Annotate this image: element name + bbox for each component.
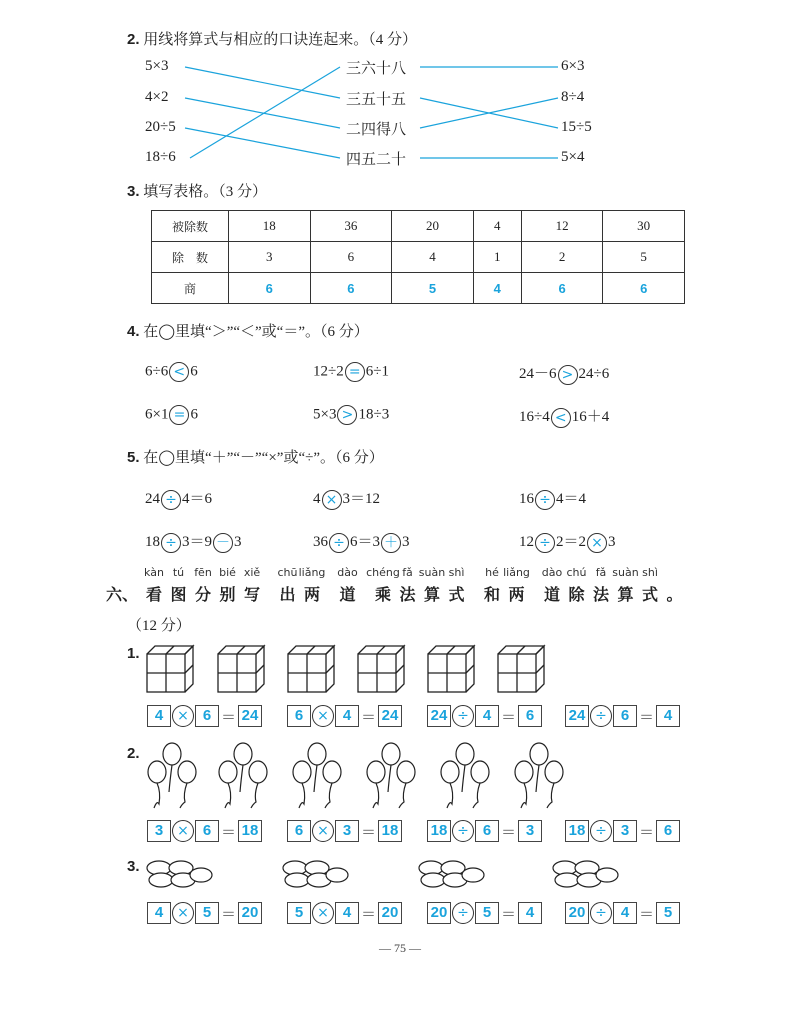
q3-title: 3. 填写表格。（3 分） bbox=[127, 183, 268, 200]
table-row-label: 商 bbox=[152, 273, 229, 304]
oval bbox=[421, 873, 445, 887]
compare-answer-circle: < bbox=[169, 362, 189, 382]
section6-pinyin-syllable: suàn bbox=[612, 566, 639, 579]
operator-answer-circle: ÷ bbox=[161, 533, 181, 553]
section6-title-char: 法 bbox=[399, 585, 416, 604]
equation-row bbox=[427, 902, 542, 924]
balloon-string bbox=[154, 783, 160, 808]
equation-operand-box: 5 bbox=[475, 902, 499, 924]
operator-answer-circle: ÷ bbox=[535, 490, 555, 510]
equation-operand-box: 6 bbox=[287, 820, 311, 842]
balloon bbox=[382, 743, 400, 765]
table-cell: 6 bbox=[310, 273, 392, 304]
expression-part: 4＝6 bbox=[182, 491, 213, 507]
q4-title: 4. 在◯里填“＞”“＜”或“＝”。（6 分） bbox=[127, 323, 369, 340]
balloon bbox=[219, 761, 237, 783]
section6-pinyin-syllable: liǎng bbox=[503, 566, 530, 579]
table-cell: 3 bbox=[229, 242, 311, 273]
equation-operand-box: 4 bbox=[613, 902, 637, 924]
equals-sign: ＝ bbox=[501, 709, 517, 726]
section6-pinyin-syllable: liǎng bbox=[298, 566, 326, 579]
balloon-string bbox=[325, 783, 332, 808]
balloon bbox=[397, 761, 415, 783]
equation-operand-box: 6 bbox=[613, 705, 637, 727]
operator-item bbox=[145, 487, 212, 510]
problem-number: 3. bbox=[127, 858, 140, 875]
section6-title-char: 出 bbox=[279, 585, 296, 604]
equation-operand-box: 4 bbox=[147, 705, 171, 727]
cube-line bbox=[307, 646, 315, 654]
table-cell: 2 bbox=[521, 242, 603, 273]
table-row bbox=[152, 242, 685, 273]
q2-middle-item: 三五十五 bbox=[346, 90, 407, 108]
balloon-string bbox=[399, 783, 406, 808]
cube-stack-icon bbox=[498, 646, 544, 692]
compare-left: 6÷6 bbox=[145, 363, 169, 380]
equation-operator-circle: × bbox=[312, 820, 334, 842]
equation-operator-circle: × bbox=[172, 902, 194, 924]
section6-title-char: 式 bbox=[642, 585, 659, 604]
section6-title-char: 写 bbox=[244, 585, 261, 604]
equals-sign: ＝ bbox=[221, 709, 237, 726]
expression-part: 36 bbox=[313, 534, 328, 550]
equation-operand-box: 5 bbox=[287, 902, 311, 924]
balloon-string bbox=[388, 765, 391, 792]
section6-title-char: 图 bbox=[170, 585, 187, 604]
equation-result-box: 4 bbox=[518, 902, 542, 924]
equation-operand-box: 18 bbox=[427, 820, 451, 842]
table-cell: 5 bbox=[603, 242, 685, 273]
compare-item bbox=[145, 405, 198, 425]
compare-answer-circle: < bbox=[551, 408, 571, 428]
equation-operator-circle: × bbox=[172, 820, 194, 842]
section6-title-char: 道 bbox=[339, 585, 356, 604]
operator-answer-circle: ÷ bbox=[161, 490, 181, 510]
cube-stack-icon bbox=[218, 646, 264, 692]
equation-result-box: 6 bbox=[518, 705, 542, 727]
problem-number: 1. bbox=[127, 645, 140, 662]
table-cell: 20 bbox=[392, 211, 474, 242]
expression-part: 3 bbox=[402, 534, 410, 550]
cube-line bbox=[326, 665, 334, 673]
section6-pinyin-syllable: hé bbox=[485, 566, 499, 579]
equation-row bbox=[147, 902, 262, 924]
section6-title-char: 别 bbox=[219, 585, 236, 604]
compare-right: 16＋4 bbox=[571, 409, 610, 425]
section6-pinyin-syllable: fǎ bbox=[402, 566, 413, 579]
equals-sign: ＝ bbox=[221, 906, 237, 923]
equals-sign: ＝ bbox=[361, 906, 377, 923]
balloon bbox=[249, 761, 267, 783]
q2-left-item: 5×3 bbox=[145, 58, 169, 74]
section6-pictures bbox=[0, 640, 800, 900]
section6-title-char: 分 bbox=[195, 585, 212, 604]
section6-pinyin-syllable: chū bbox=[277, 566, 298, 579]
equation-result-box: 6 bbox=[656, 820, 680, 842]
cube-line bbox=[447, 646, 455, 654]
equation-operand-box: 4 bbox=[147, 902, 171, 924]
section6-title-char: 乘 bbox=[375, 585, 392, 604]
q2-middle-item: 四五二十 bbox=[346, 150, 407, 168]
q3-table bbox=[151, 210, 685, 304]
operator-item bbox=[519, 530, 616, 553]
problem-number: 2. bbox=[127, 745, 140, 762]
balloon bbox=[234, 743, 252, 765]
compare-right: 6÷1 bbox=[365, 363, 389, 380]
equation-result-box: 18 bbox=[378, 820, 402, 842]
balloon bbox=[515, 761, 533, 783]
equation-operand-box: 3 bbox=[613, 820, 637, 842]
balloon bbox=[323, 761, 341, 783]
equation-operator-circle: ÷ bbox=[452, 902, 474, 924]
cube-stack-icon bbox=[288, 646, 334, 692]
table-row-label: 除 数 bbox=[152, 242, 229, 273]
balloon-group-icon bbox=[441, 743, 489, 808]
cube-line bbox=[466, 665, 474, 673]
oval bbox=[149, 873, 173, 887]
q5-title: 5. 在◯里填“＋”“－”“×”或“÷”。（6 分） bbox=[127, 449, 384, 466]
equation-operator-circle: ÷ bbox=[452, 820, 474, 842]
oval bbox=[555, 873, 579, 887]
cube-stack-icon bbox=[428, 646, 474, 692]
equation-operand-box: 6 bbox=[195, 705, 219, 727]
equation-result-box: 18 bbox=[238, 820, 262, 842]
cube-line bbox=[396, 665, 404, 673]
equation-operand-box: 5 bbox=[195, 902, 219, 924]
equation-operator-circle: ÷ bbox=[452, 705, 474, 727]
balloon-group-icon bbox=[148, 743, 196, 808]
section6-title-char: 看 bbox=[146, 585, 163, 604]
balloon bbox=[178, 761, 196, 783]
operator-answer-circle: ÷ bbox=[329, 533, 349, 553]
balloon-string bbox=[447, 783, 453, 808]
equation-operand-box: 20 bbox=[565, 902, 589, 924]
equation-operator-circle: × bbox=[172, 705, 194, 727]
section6-pinyin-syllable: dào bbox=[541, 566, 563, 579]
cube-line bbox=[377, 646, 385, 654]
table-cell: 18 bbox=[229, 211, 311, 242]
balloon-group-icon bbox=[219, 743, 267, 808]
table-cell: 36 bbox=[310, 211, 392, 242]
operator-answer-circle: ÷ bbox=[535, 533, 555, 553]
section6-pinyin-syllable: dào bbox=[337, 566, 358, 579]
equation-result-box: 24 bbox=[378, 705, 402, 727]
compare-item bbox=[313, 405, 389, 425]
table-row bbox=[152, 211, 685, 242]
q2-line bbox=[185, 67, 340, 98]
balloon-string bbox=[251, 783, 258, 808]
section6-pinyin-syllable: tú bbox=[172, 566, 185, 579]
q2-line bbox=[190, 67, 340, 158]
compare-left: 16÷4 bbox=[519, 409, 550, 425]
balloon-string bbox=[169, 765, 172, 792]
equation-operand-box: 4 bbox=[335, 705, 359, 727]
cube-line bbox=[517, 646, 525, 654]
section6-title-char: 除 bbox=[568, 585, 585, 604]
operator-answer-circle: ＋ bbox=[381, 533, 401, 553]
section6-title-char: 两 bbox=[304, 585, 321, 604]
table-cell: 6 bbox=[310, 242, 392, 273]
balloon-string bbox=[180, 783, 187, 808]
table-cell: 4 bbox=[392, 242, 474, 273]
equals-sign: ＝ bbox=[361, 824, 377, 841]
equals-sign: ＝ bbox=[221, 824, 237, 841]
compare-left: 6×1 bbox=[145, 406, 169, 423]
expression-part: 3 bbox=[608, 534, 616, 550]
cube-line bbox=[256, 665, 264, 673]
cube-line bbox=[185, 665, 193, 673]
balloon-group-icon bbox=[515, 743, 563, 808]
operator-item bbox=[145, 530, 242, 553]
equation-operand-box: 20 bbox=[427, 902, 451, 924]
equation-operator-circle: ÷ bbox=[590, 705, 612, 727]
equals-sign: ＝ bbox=[501, 906, 517, 923]
balloon-string bbox=[521, 783, 527, 808]
equals-sign: ＝ bbox=[361, 709, 377, 726]
table-row-label: 被除数 bbox=[152, 211, 229, 242]
balloon-string bbox=[473, 783, 480, 808]
oval-cluster-icon bbox=[147, 861, 212, 887]
q2-right-item: 15÷5 bbox=[561, 119, 592, 135]
compare-item bbox=[519, 362, 609, 385]
balloon-string bbox=[225, 783, 231, 808]
compare-answer-circle: = bbox=[169, 405, 189, 425]
balloon-string bbox=[299, 783, 305, 808]
section6-pinyin-syllable: kàn bbox=[144, 566, 164, 579]
q2-line bbox=[185, 128, 340, 158]
section6-title-char: 。 bbox=[666, 585, 683, 604]
section6-pinyin-syllable: shì bbox=[448, 566, 465, 579]
compare-answer-circle: = bbox=[345, 362, 365, 382]
section6-pinyin-syllable: xiě bbox=[243, 566, 261, 579]
expression-part: 18 bbox=[145, 534, 160, 550]
operator-item bbox=[313, 487, 380, 510]
equals-sign: ＝ bbox=[639, 709, 655, 726]
section6-title-char: 和 bbox=[484, 585, 501, 604]
section6-pinyin-syllable: shì bbox=[642, 566, 658, 579]
compare-left: 24－6 bbox=[519, 366, 557, 382]
expression-part: 3＝9 bbox=[182, 534, 213, 550]
cube-stack-icon bbox=[358, 646, 404, 692]
expression-part: 4 bbox=[313, 491, 321, 507]
equation-result-box: 5 bbox=[656, 902, 680, 924]
cube-line bbox=[166, 646, 174, 654]
q2-middle-item: 三六十八 bbox=[346, 59, 407, 77]
expression-part: 24 bbox=[145, 491, 160, 507]
balloon bbox=[545, 761, 563, 783]
section6-title-char: 式 bbox=[448, 585, 465, 604]
equation-result-box: 3 bbox=[518, 820, 542, 842]
equation-operator-circle: ÷ bbox=[590, 820, 612, 842]
expression-part: 6＝3 bbox=[350, 534, 381, 550]
balloon bbox=[367, 761, 385, 783]
expression-part: 12 bbox=[519, 534, 534, 550]
equation-operand-box: 3 bbox=[147, 820, 171, 842]
q2-line bbox=[185, 98, 340, 128]
table-cell: 4 bbox=[473, 273, 521, 304]
cube-stack-icon bbox=[147, 646, 193, 692]
balloon-group-icon bbox=[293, 743, 341, 808]
q2-lines bbox=[0, 0, 800, 180]
compare-right: 6 bbox=[190, 363, 198, 380]
section6-pinyin-syllable: chú bbox=[566, 566, 587, 579]
q2-left-item: 4×2 bbox=[145, 89, 169, 105]
balloon-string bbox=[240, 765, 243, 792]
expression-part: 3＝12 bbox=[342, 491, 381, 507]
oval-cluster-icon bbox=[419, 861, 484, 887]
equation-operand-box: 24 bbox=[427, 705, 451, 727]
page-number: — 75 — bbox=[379, 941, 421, 955]
table-cell: 6 bbox=[229, 273, 311, 304]
balloon-string bbox=[373, 783, 379, 808]
table-cell: 30 bbox=[603, 211, 685, 242]
q2-left-item: 18÷6 bbox=[145, 149, 176, 165]
q2-right-item: 6×3 bbox=[561, 58, 585, 74]
equation-result-box: 20 bbox=[238, 902, 262, 924]
operator-answer-circle: × bbox=[587, 533, 607, 553]
balloon bbox=[163, 743, 181, 765]
balloon-string bbox=[547, 783, 554, 808]
q2-title: 2. 用线将算式与相应的口诀连起来。（4 分） bbox=[127, 31, 418, 48]
equation-operand-box: 4 bbox=[475, 705, 499, 727]
balloon bbox=[148, 761, 166, 783]
balloon bbox=[530, 743, 548, 765]
balloon bbox=[471, 761, 489, 783]
section6-pinyin-syllable: chéng bbox=[366, 566, 400, 579]
balloon-group-icon bbox=[367, 743, 415, 808]
oval-cluster-icon bbox=[283, 861, 348, 887]
table-row bbox=[152, 273, 685, 304]
compare-answer-circle: > bbox=[558, 365, 578, 385]
oval bbox=[462, 868, 484, 882]
oval bbox=[326, 868, 348, 882]
expression-part: 4＝4 bbox=[556, 491, 587, 507]
equation-operand-box: 4 bbox=[335, 902, 359, 924]
cube-line bbox=[237, 646, 245, 654]
oval-cluster-icon bbox=[553, 861, 618, 887]
expression-part: 2＝2 bbox=[556, 534, 587, 550]
equation-operand-box: 24 bbox=[565, 705, 589, 727]
compare-item bbox=[313, 362, 389, 382]
operator-item bbox=[313, 530, 410, 553]
equation-operand-box: 18 bbox=[565, 820, 589, 842]
section6-title-char: 法 bbox=[593, 585, 610, 604]
table-cell: 1 bbox=[473, 242, 521, 273]
operator-answer-circle: － bbox=[213, 533, 233, 553]
equation-operator-circle: ÷ bbox=[590, 902, 612, 924]
oval bbox=[190, 868, 212, 882]
balloon bbox=[293, 761, 311, 783]
equals-sign: ＝ bbox=[501, 824, 517, 841]
equation-result-box: 4 bbox=[656, 705, 680, 727]
section6-pinyin-syllable: bié bbox=[219, 566, 236, 579]
table-cell: 5 bbox=[392, 273, 474, 304]
expression-part: 3 bbox=[234, 534, 242, 550]
oval bbox=[285, 873, 309, 887]
compare-right: 18÷3 bbox=[358, 406, 390, 423]
table-cell: 4 bbox=[473, 211, 521, 242]
balloon-string bbox=[314, 765, 317, 792]
section6-title-char: 算 bbox=[424, 585, 441, 604]
balloon bbox=[456, 743, 474, 765]
compare-right: 24÷6 bbox=[578, 366, 610, 382]
section6-pinyin-syllable: fǎ bbox=[595, 566, 607, 579]
q2-right-item: 5×4 bbox=[561, 149, 585, 165]
compare-item bbox=[519, 405, 609, 428]
equals-sign: ＝ bbox=[639, 824, 655, 841]
table-cell: 12 bbox=[521, 211, 603, 242]
equation-result-box: 20 bbox=[378, 902, 402, 924]
balloon-string bbox=[462, 765, 465, 792]
table-cell: 6 bbox=[521, 273, 603, 304]
equation-operator-circle: × bbox=[312, 902, 334, 924]
balloon-string bbox=[536, 765, 539, 792]
compare-right: 6 bbox=[190, 406, 198, 423]
section6-title-char: 两 bbox=[508, 585, 525, 604]
compare-left: 5×3 bbox=[313, 406, 337, 423]
section6-pinyin-syllable: fēn bbox=[194, 566, 212, 579]
q2-right-item: 8÷4 bbox=[561, 89, 585, 105]
equation-operand-box: 6 bbox=[287, 705, 311, 727]
operator-answer-circle: × bbox=[322, 490, 342, 510]
section6-pinyin-syllable: suàn bbox=[418, 566, 446, 579]
section6-title-char: 算 bbox=[617, 585, 634, 604]
balloon bbox=[441, 761, 459, 783]
oval bbox=[596, 868, 618, 882]
expression-part: 16 bbox=[519, 491, 534, 507]
balloon bbox=[308, 743, 326, 765]
section6-points: （12 分） bbox=[127, 618, 191, 634]
equation-operand-box: 3 bbox=[335, 820, 359, 842]
compare-answer-circle: > bbox=[337, 405, 357, 425]
q2-middle-item: 二四得八 bbox=[346, 120, 407, 138]
table-cell: 6 bbox=[603, 273, 685, 304]
equation-operand-box: 6 bbox=[475, 820, 499, 842]
compare-left: 12÷2 bbox=[313, 363, 344, 380]
equals-sign: ＝ bbox=[639, 906, 655, 923]
equation-operator-circle: × bbox=[312, 705, 334, 727]
compare-item bbox=[145, 362, 198, 382]
section6-title-prefix: 六、 bbox=[106, 585, 139, 604]
equation-row bbox=[287, 902, 402, 924]
cube-line bbox=[536, 665, 544, 673]
operator-item bbox=[519, 487, 586, 510]
equation-result-box: 24 bbox=[238, 705, 262, 727]
equation-row bbox=[565, 902, 680, 924]
q2-left-item: 20÷5 bbox=[145, 119, 176, 135]
equation-operand-box: 6 bbox=[195, 820, 219, 842]
section6-title-char: 道 bbox=[544, 585, 561, 604]
